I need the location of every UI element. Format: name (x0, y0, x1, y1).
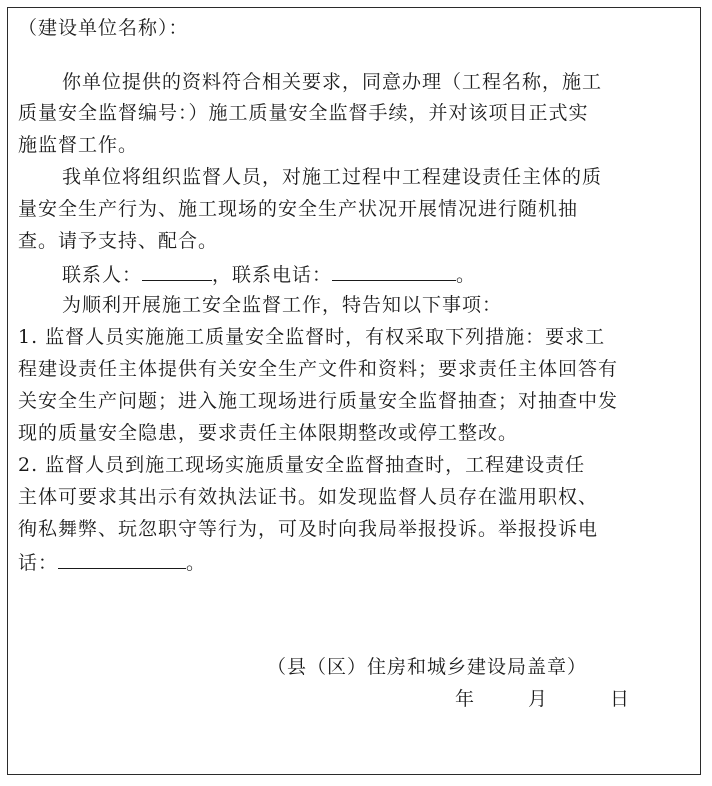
complaint-phone-blank[interactable] (58, 546, 186, 569)
item1-line-3: 关安全生产问题；进入施工现场进行质量安全监督抽查；对抽查中发 (18, 390, 619, 412)
p2-line-1: 我单位将组织监督人员，对施工过程中工程建设责任主体的质 (62, 166, 603, 188)
item2-line-3: 徇私舞弊、玩忽职守等行为，可及时向我局举报投诉。举报投诉电 (18, 518, 599, 540)
item1-line-4: 现的质量安全隐患，要求责任主体限期整改或停工整改。 (18, 422, 519, 444)
contact-phone-label: ，联系电话： (212, 264, 333, 286)
p1-line-2: 质量安全监督编号：）施工质量安全监督手续，并对该项目正式实 (18, 102, 589, 124)
item1-line-2: 程建设责任主体提供有关安全生产文件和资料；要求责任主体回答有 (18, 358, 619, 380)
complaint-phone-label: 话： (18, 552, 59, 574)
p1-line-3: 施监督工作。 (18, 134, 139, 156)
p1-line-1: 你单位提供的资料符合相关要求，同意办理（工程名称，施工 (62, 71, 603, 93)
item2-line-1: 2. 监督人员到施工现场实施质量安全监督抽查时，工程建设责任 (18, 454, 586, 476)
item2-line-2: 主体可要求其出示有效执法证书。如发现监督人员存在滥用职权、 (18, 486, 599, 508)
notice-intro: 为顺利开展施工安全监督工作，特告知以下事项： (62, 294, 503, 316)
contact-person-label: 联系人： (62, 264, 143, 286)
addressee: （建设单位名称）： (18, 17, 189, 39)
item1-line-1: 1. 监督人员实施施工质量安全监督时，有权采取下列措施：要求工 (18, 326, 606, 348)
date-month: 月 (528, 688, 549, 710)
contact-line (62, 258, 476, 290)
contact-end: 。 (456, 264, 477, 286)
date-year: 年 (455, 688, 476, 710)
contact-phone-blank[interactable] (332, 258, 456, 281)
complaint-phone-end: 。 (186, 552, 207, 574)
p2-line-3: 查。请予支持、配合。 (18, 230, 219, 252)
p2-line-2: 量安全生产行为、施工现场的安全生产状况开展情况进行随机抽 (18, 198, 579, 220)
signature-seal: （县（区）住房和城乡建设局盖章） (267, 656, 588, 678)
item2-line-4 (18, 546, 206, 578)
contact-person-blank[interactable] (142, 258, 212, 281)
date-day: 日 (610, 688, 631, 710)
